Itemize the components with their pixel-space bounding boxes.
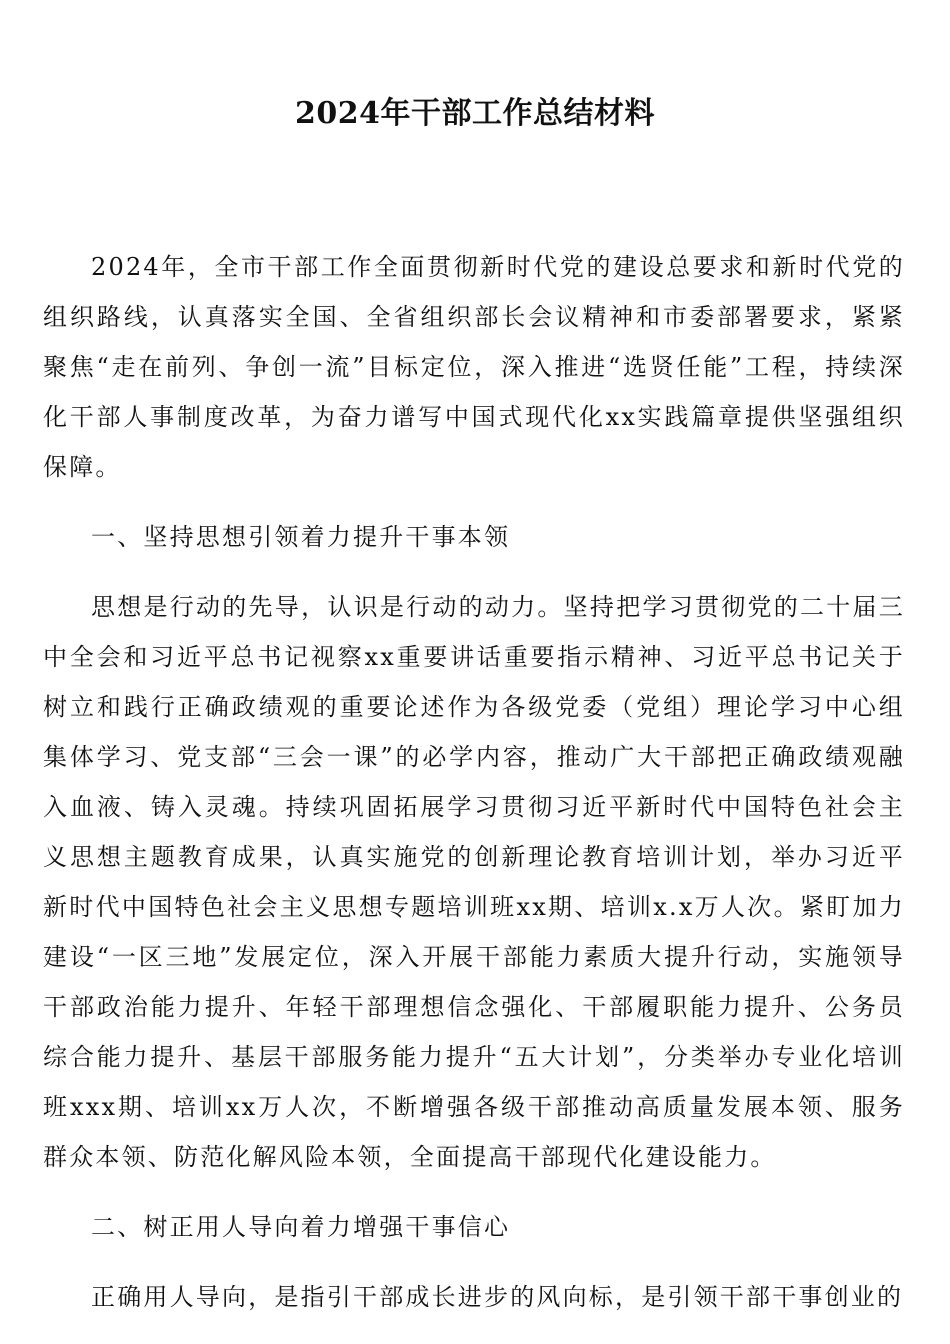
section-1-paragraph: 思想是行动的先导，认识是行动的动力。坚持把学习贯彻党的二十届三中全会和习近平总书记视察xx重要讲话重要指示精神、习近平总书记关于树立和践行正确政绩观的重要论述作为各级党委（党组）理论学习中心组集体学习、党支部“三会一课”的必学内容，推动广大干部把正确政绩观融入血液、铸入灵魂。持续巩固拓展学习贯彻习近平新时代中国特色社会主义思想主题教育成果，认真实施党的创新理论教育培训计划，举办习近平新时代中国特色社会主义思想专题培训班xx期、培训x.x万人次。紧盯加力建设“一区三地”发展定位，深入开展干部能力素质大提升行动，实施领导干部政治能力提升、年轻干部理想信念强化、干部履职能力提升、公务员综合能力提升、基层干部服务能力提升“五大计划”，分类举办专业化培训班xxx期、培训xx万人次，不断增强各级干部推动高质量发展本领、服务群众本领、防范化解风险本领，全面提高干部现代化建设能力。 [43, 593, 905, 1171]
section-heading-2: 二、树正用人导向着力增强干事信心 [91, 1213, 511, 1241]
section-heading-1: 一、坚持思想引领着力提升干事本领 [91, 523, 511, 551]
intro-paragraph: 2024年，全市干部工作全面贯彻新时代党的建设总要求和新时代党的组织路线，认真落实全国、全省组织部长会议精神和市委部署要求，紧紧聚焦“走在前列、争创一流”目标定位，深入推进“选贤任能”工程，持续深化干部人事制度改革，为奋力谱写中国式现代化xx实践篇章提供坚强组织保障。 [43, 253, 905, 481]
document-title: 2024年干部工作总结材料 [295, 96, 655, 131]
document-body [43, 242, 905, 1342]
section-2-paragraph: 正确用人导向，是指引干部成长进步的风向标，是引领干部干事创业的 [91, 1283, 904, 1311]
